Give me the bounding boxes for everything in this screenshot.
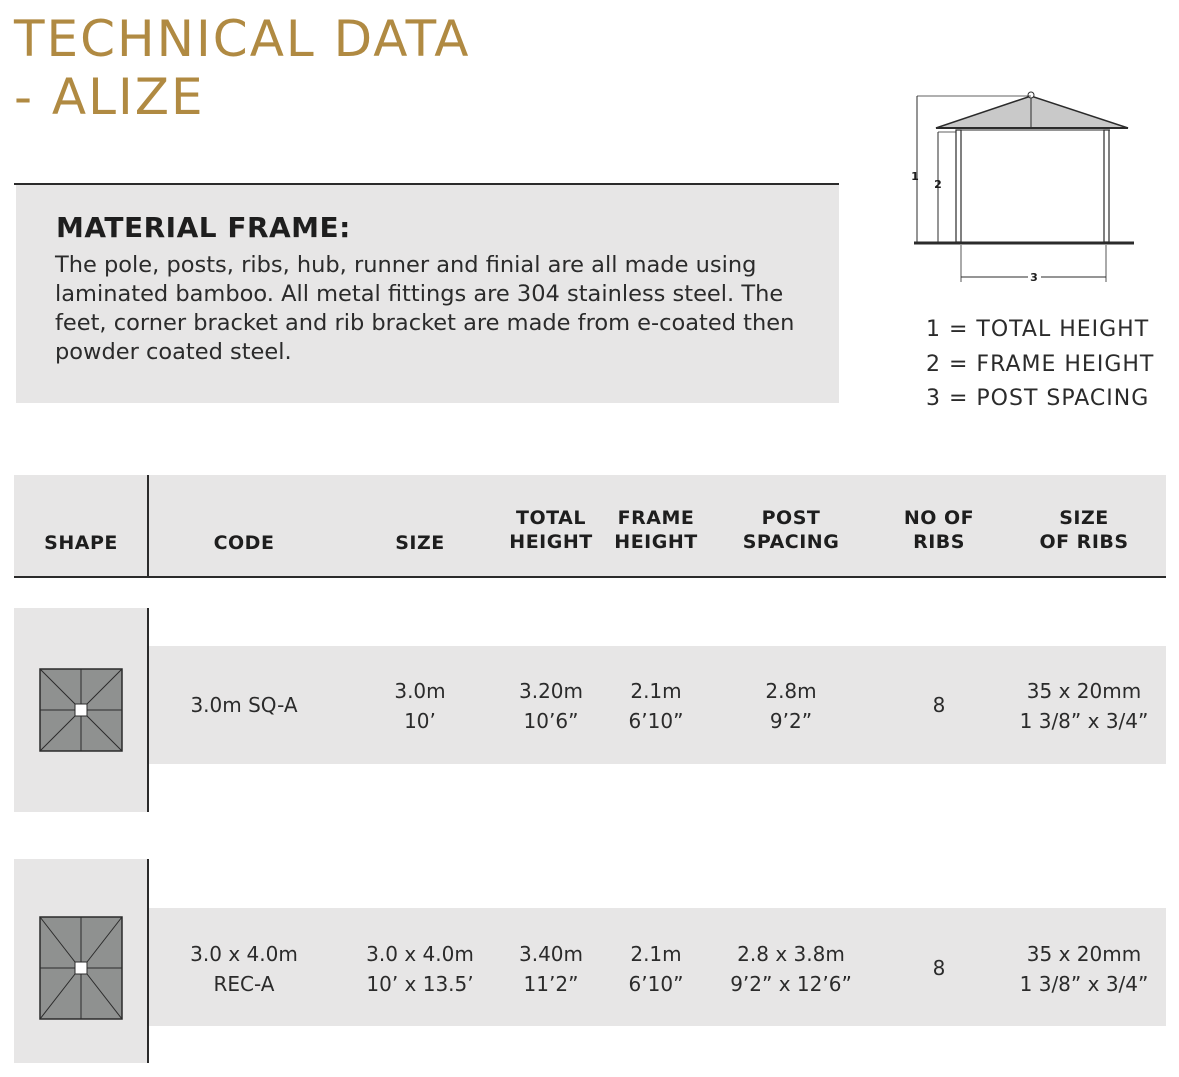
legend-frame-height: 2 = FRAME HEIGHT [926, 351, 1155, 377]
header-frame-height: FRAME HEIGHT [614, 507, 698, 553]
material-frame-panel [16, 185, 839, 403]
row-1-frame-height: 2.1m 6’10” [628, 679, 684, 733]
header-no-of-ribs: NO OF RIBS [903, 507, 975, 553]
header-post-spacing: POST SPACING [742, 507, 840, 553]
page-title-line-1: TECHNICAL DATA [14, 10, 471, 68]
header-shape: SHAPE [44, 532, 118, 554]
row-2-size: 3.0 x 4.0m 10’ x 13.5’ [366, 942, 474, 996]
dimension-label-2: 2 [934, 178, 942, 191]
gazebo-dimension-diagram [900, 90, 1160, 290]
row-2-post-spacing: 2.8 x 3.8m 9’2” x 12’6” [730, 942, 852, 996]
row-1-size-of-ribs: 35 x 20mm 1 3/8” x 3/4” [1019, 679, 1149, 733]
dimension-label-1: 1 [911, 170, 919, 183]
header-code: CODE [213, 532, 275, 554]
legend-total-height: 1 = TOTAL HEIGHT [926, 317, 1150, 342]
row-1-code: 3.0m SQ-A [190, 693, 298, 717]
legend-post-spacing: 3 = POST SPACING [926, 386, 1150, 411]
diagram-legend [926, 313, 1154, 417]
header-total-height: TOTAL HEIGHT [509, 507, 593, 553]
gazebo-roof [936, 96, 1128, 128]
square-shape-icon [39, 668, 123, 752]
left-post [956, 130, 961, 242]
page-title [14, 10, 470, 126]
row-1-size: 3.0m 10’ [394, 679, 446, 733]
row-1-post-spacing: 2.8m 9’2” [765, 679, 817, 733]
material-frame-heading: MATERIAL FRAME: [56, 211, 351, 244]
row-1-no-of-ribs: 8 [932, 693, 946, 717]
row-2-no-of-ribs: 8 [932, 956, 946, 980]
table-header-rule [14, 576, 1166, 578]
dimension-label-3: 3 [1030, 271, 1038, 284]
header-size-of-ribs: SIZE OF RIBS [1039, 507, 1129, 553]
row-2-total-height: 3.40m 11’2” [518, 942, 584, 996]
header-shape-divider [147, 475, 149, 578]
header-size: SIZE [395, 532, 445, 554]
row-2-code: 3.0 x 4.0m REC-A [190, 942, 298, 996]
right-post [1104, 130, 1109, 242]
finial [1028, 92, 1034, 98]
material-frame-description: The pole, posts, ribs, hub, runner and finial are all made using laminated bamboo. All metal fittings are 304 stainless steel. The feet, corner bracket and rib bracket are made from e-coated then powder coated steel. [55, 252, 795, 365]
page-title-line-2: - ALIZE [14, 68, 205, 126]
rectangle-shape-icon [39, 916, 123, 1020]
row-2-size-of-ribs: 35 x 20mm 1 3/8” x 3/4” [1019, 942, 1149, 996]
row-2-frame-height: 2.1m 6’10” [628, 942, 684, 996]
row-1-total-height: 3.20m 10’6” [518, 679, 584, 733]
